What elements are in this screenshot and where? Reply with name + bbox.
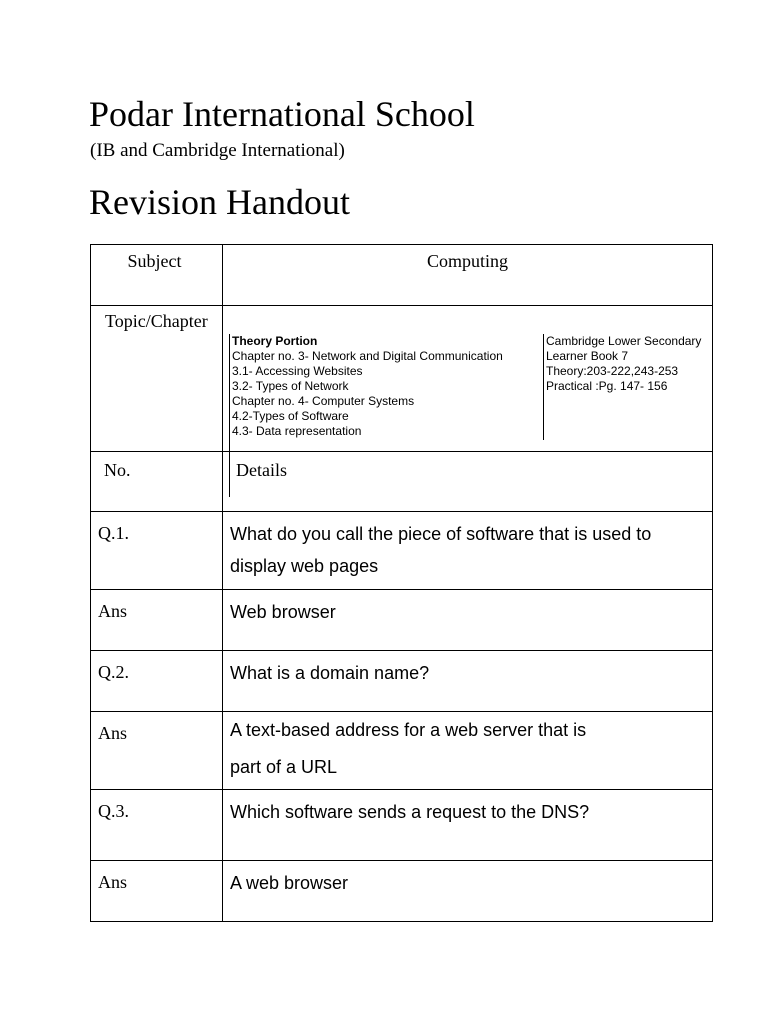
topic-content: [223, 306, 712, 451]
theory-heading: Theory Portion: [232, 334, 318, 348]
question-row: [91, 651, 713, 712]
reference-line: Theory:203-222,243-253: [546, 364, 679, 378]
theory-line: 3.1- Accessing Websites: [232, 364, 363, 378]
answer-row: [91, 861, 713, 922]
theory-line: 4.2-Types of Software: [232, 409, 349, 423]
theory-line: 3.2- Types of Network: [232, 379, 349, 393]
row-label: Q.3.: [91, 790, 223, 861]
subject-row: [91, 245, 713, 306]
theory-portion: [229, 334, 544, 497]
theory-line: 4.3- Data representation: [232, 424, 362, 438]
row-label: Q.1.: [91, 512, 223, 590]
revision-table: [90, 244, 713, 922]
row-text: A text-based address for a web server that is part of a URL: [223, 712, 713, 790]
row-label: Q.2.: [91, 651, 223, 712]
row-label: Ans: [91, 712, 223, 790]
reference-line: Practical :Pg. 147- 156: [546, 379, 668, 393]
document-title: Revision Handout: [89, 182, 350, 222]
row-label: Ans: [91, 590, 223, 651]
details-label: Details: [223, 452, 713, 512]
subject-label: Subject: [91, 245, 223, 306]
question-row: [91, 790, 713, 861]
answer-row: [91, 712, 713, 790]
topic-label: Topic/Chapter: [91, 306, 223, 452]
row-text: What do you call the piece of software that is used to display web pages: [223, 512, 713, 590]
row-text: Web browser: [223, 590, 713, 651]
no-label: No.: [91, 452, 223, 512]
school-name: Podar International School: [89, 94, 475, 134]
question-row: [91, 512, 713, 590]
subject-value: Computing: [223, 245, 713, 306]
book-reference: [543, 334, 716, 440]
answer-row: [91, 590, 713, 651]
row-label: Ans: [91, 861, 223, 922]
row-text: Which software sends a request to the DNS?: [223, 790, 713, 861]
topic-cell: [223, 306, 713, 452]
row-text: What is a domain name?: [223, 651, 713, 712]
row-text: A web browser: [223, 861, 713, 922]
school-affiliation: (IB and Cambridge International): [90, 140, 345, 161]
theory-line: Chapter no. 3- Network and Digital Communication: [232, 349, 503, 363]
reference-line: Cambridge Lower Secondary: [546, 334, 702, 348]
theory-line: Chapter no. 4- Computer Systems: [232, 394, 415, 408]
topic-row: [91, 306, 713, 452]
reference-line: Learner Book 7: [546, 349, 629, 363]
